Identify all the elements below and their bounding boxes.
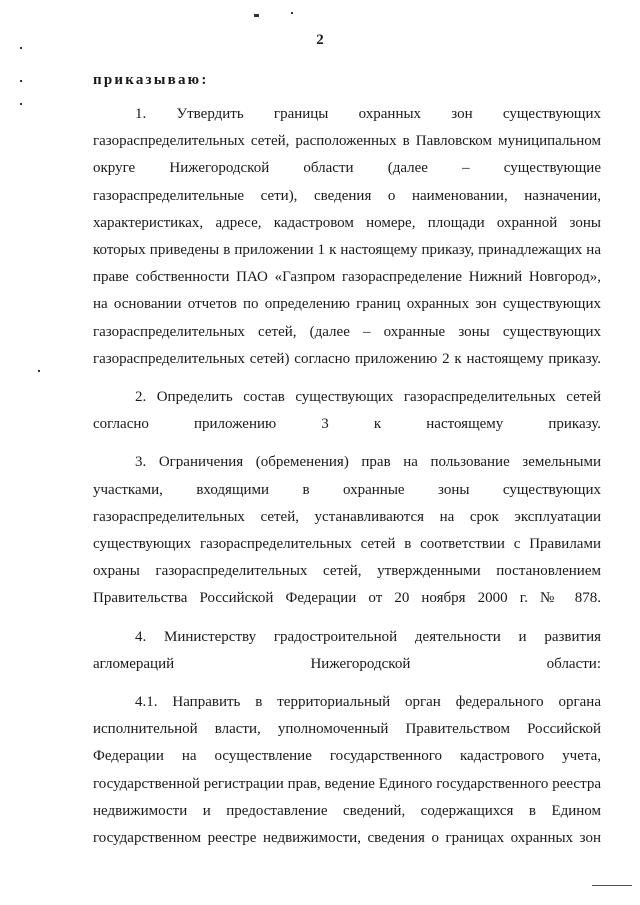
scan-speck	[254, 14, 259, 17]
scan-speck	[20, 80, 22, 82]
scan-edge-line	[592, 885, 632, 886]
order-heading: приказываю:	[93, 72, 209, 88]
paragraph-4-1: 4.1. Направить в территориальный орган федерального органа исполнительной власти, уполномоченный Правительством Российской Федерации на осуществление государственного кадастрового учета, государственной регистрации прав, ведение Единого государственного реестра недвижимости и предоставление сведений, содержащихся в Едином государственном реестре недвижимости, сведения о границах охранных зон	[93, 694, 601, 847]
paragraph-1: 1. Утвердить границы охранных зон существующих газораспределительных сетей, расположенных в Павловском муниципальном округе Нижегородской области (далее – существующие газораспределительные сети), сведения о наименовании, назначении, характеристиках, адресе, кадастровом номере, площади охранной зоны которых приведены в приложении 1 к настоящему приказу, принадлежащих на праве собственности ПАО «Газпром газораспределение Нижний Новгород», на основании отчетов по определению границ охранных зон существующих газораспределительных сетей, (далее – охранные зоны существующих газораспределительных сетей) согласно приложению 2 к настоящему приказу.	[93, 106, 601, 367]
scan-speck	[38, 370, 40, 372]
paragraph-2: 2. Определить состав существующих газораспределительных сетей согласно приложению 3 к настоящему приказу.	[93, 389, 601, 433]
document-body	[93, 101, 601, 863]
paragraph-4: 4. Министерству градостроительной деятельности и развития агломераций Нижегородской области:	[93, 628, 601, 672]
page-number: 2	[316, 32, 324, 48]
scan-speck	[291, 12, 293, 14]
scan-speck	[20, 103, 22, 105]
paragraph-3: 3. Ограничения (обременения) прав на пользование земельными участками, входящими в охранные зоны существующих газораспределительных сетей, устанавливаются на срок эксплуатации существующих газораспределительных сетей в соответствии с Правилами охраны газораспределительных сетей, утвержденными постановлением Правительства Российской Федерации от 20 ноября 2000 г. № 878.	[93, 454, 601, 607]
